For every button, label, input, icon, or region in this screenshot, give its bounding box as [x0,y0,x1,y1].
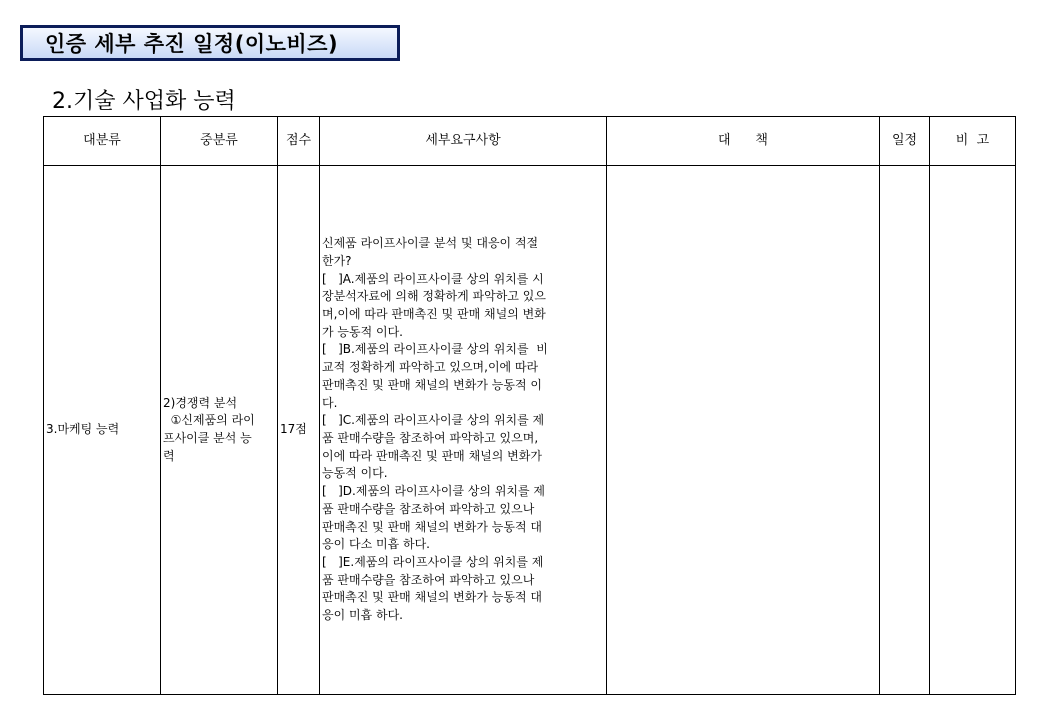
document-title: 인증 세부 추진 일정(이노비즈) [45,32,339,56]
cell-major-category: 3.마케팅 능력 [44,166,161,695]
cell-score: 17점 [278,166,320,695]
header-sub-category: 중분류 [161,117,278,166]
header-requirements: 세부요구사항 [320,117,607,166]
table-header-row [44,117,1016,166]
section-title: 2.기술 사업화 능력 [52,89,236,114]
header-remarks: 비 고 [930,117,1016,166]
requirements-table [43,116,1016,695]
table-row [44,166,1016,695]
cell-schedule [880,166,930,695]
cell-countermeasure [607,166,880,695]
cell-remarks [930,166,1016,695]
cell-requirements: 신제품 라이프사이클 분석 및 대응이 적절 한가? [ ]A.제품의 라이프사이클 상의 위치를 시 장분석자료에 의해 정확하게 파악하고 있으 며,이에 따라 판매촉진 및 판매 채널의 변화 가 능동적 이다. [ ]B.제품의 라이프사이클 상의 위치를 비 교적 정확하게 파악하고 있으며,이에 따라 판매촉진 및 판매 채널의 변화가 능동적 이 다. [ ]C.제품의 라이프사이클 상의 위치를 제 품 판매수량을 참조하여 파악하고 있으며, 이에 따라 판매촉진 및 판매 채널의 변화가 능동적 이다. [ ]D.제품의 라이프사이클 상의 위치를 제 품 판매수량을 참조하여 파악하고 있으나 판매촉진 및 판매 채널의 변화가 능동적 대 응이 다소 미흡 하다. [ ]E.제품의 라이프사이클 상의 위치를 제 품 판매수량을 참조하여 파악하고 있으나 판매촉진 및 판매 채널의 변화가 능동적 대 응이 미흡 하다. [320,166,607,695]
header-major-category: 대분류 [44,117,161,166]
header-schedule: 일정 [880,117,930,166]
header-score: 점수 [278,117,320,166]
document-title-box [20,25,400,61]
header-countermeasure: 대 책 [607,117,880,166]
cell-sub-category: 2)경쟁력 분석 ①신제품의 라이 프사이클 분석 능 력 [161,166,278,695]
